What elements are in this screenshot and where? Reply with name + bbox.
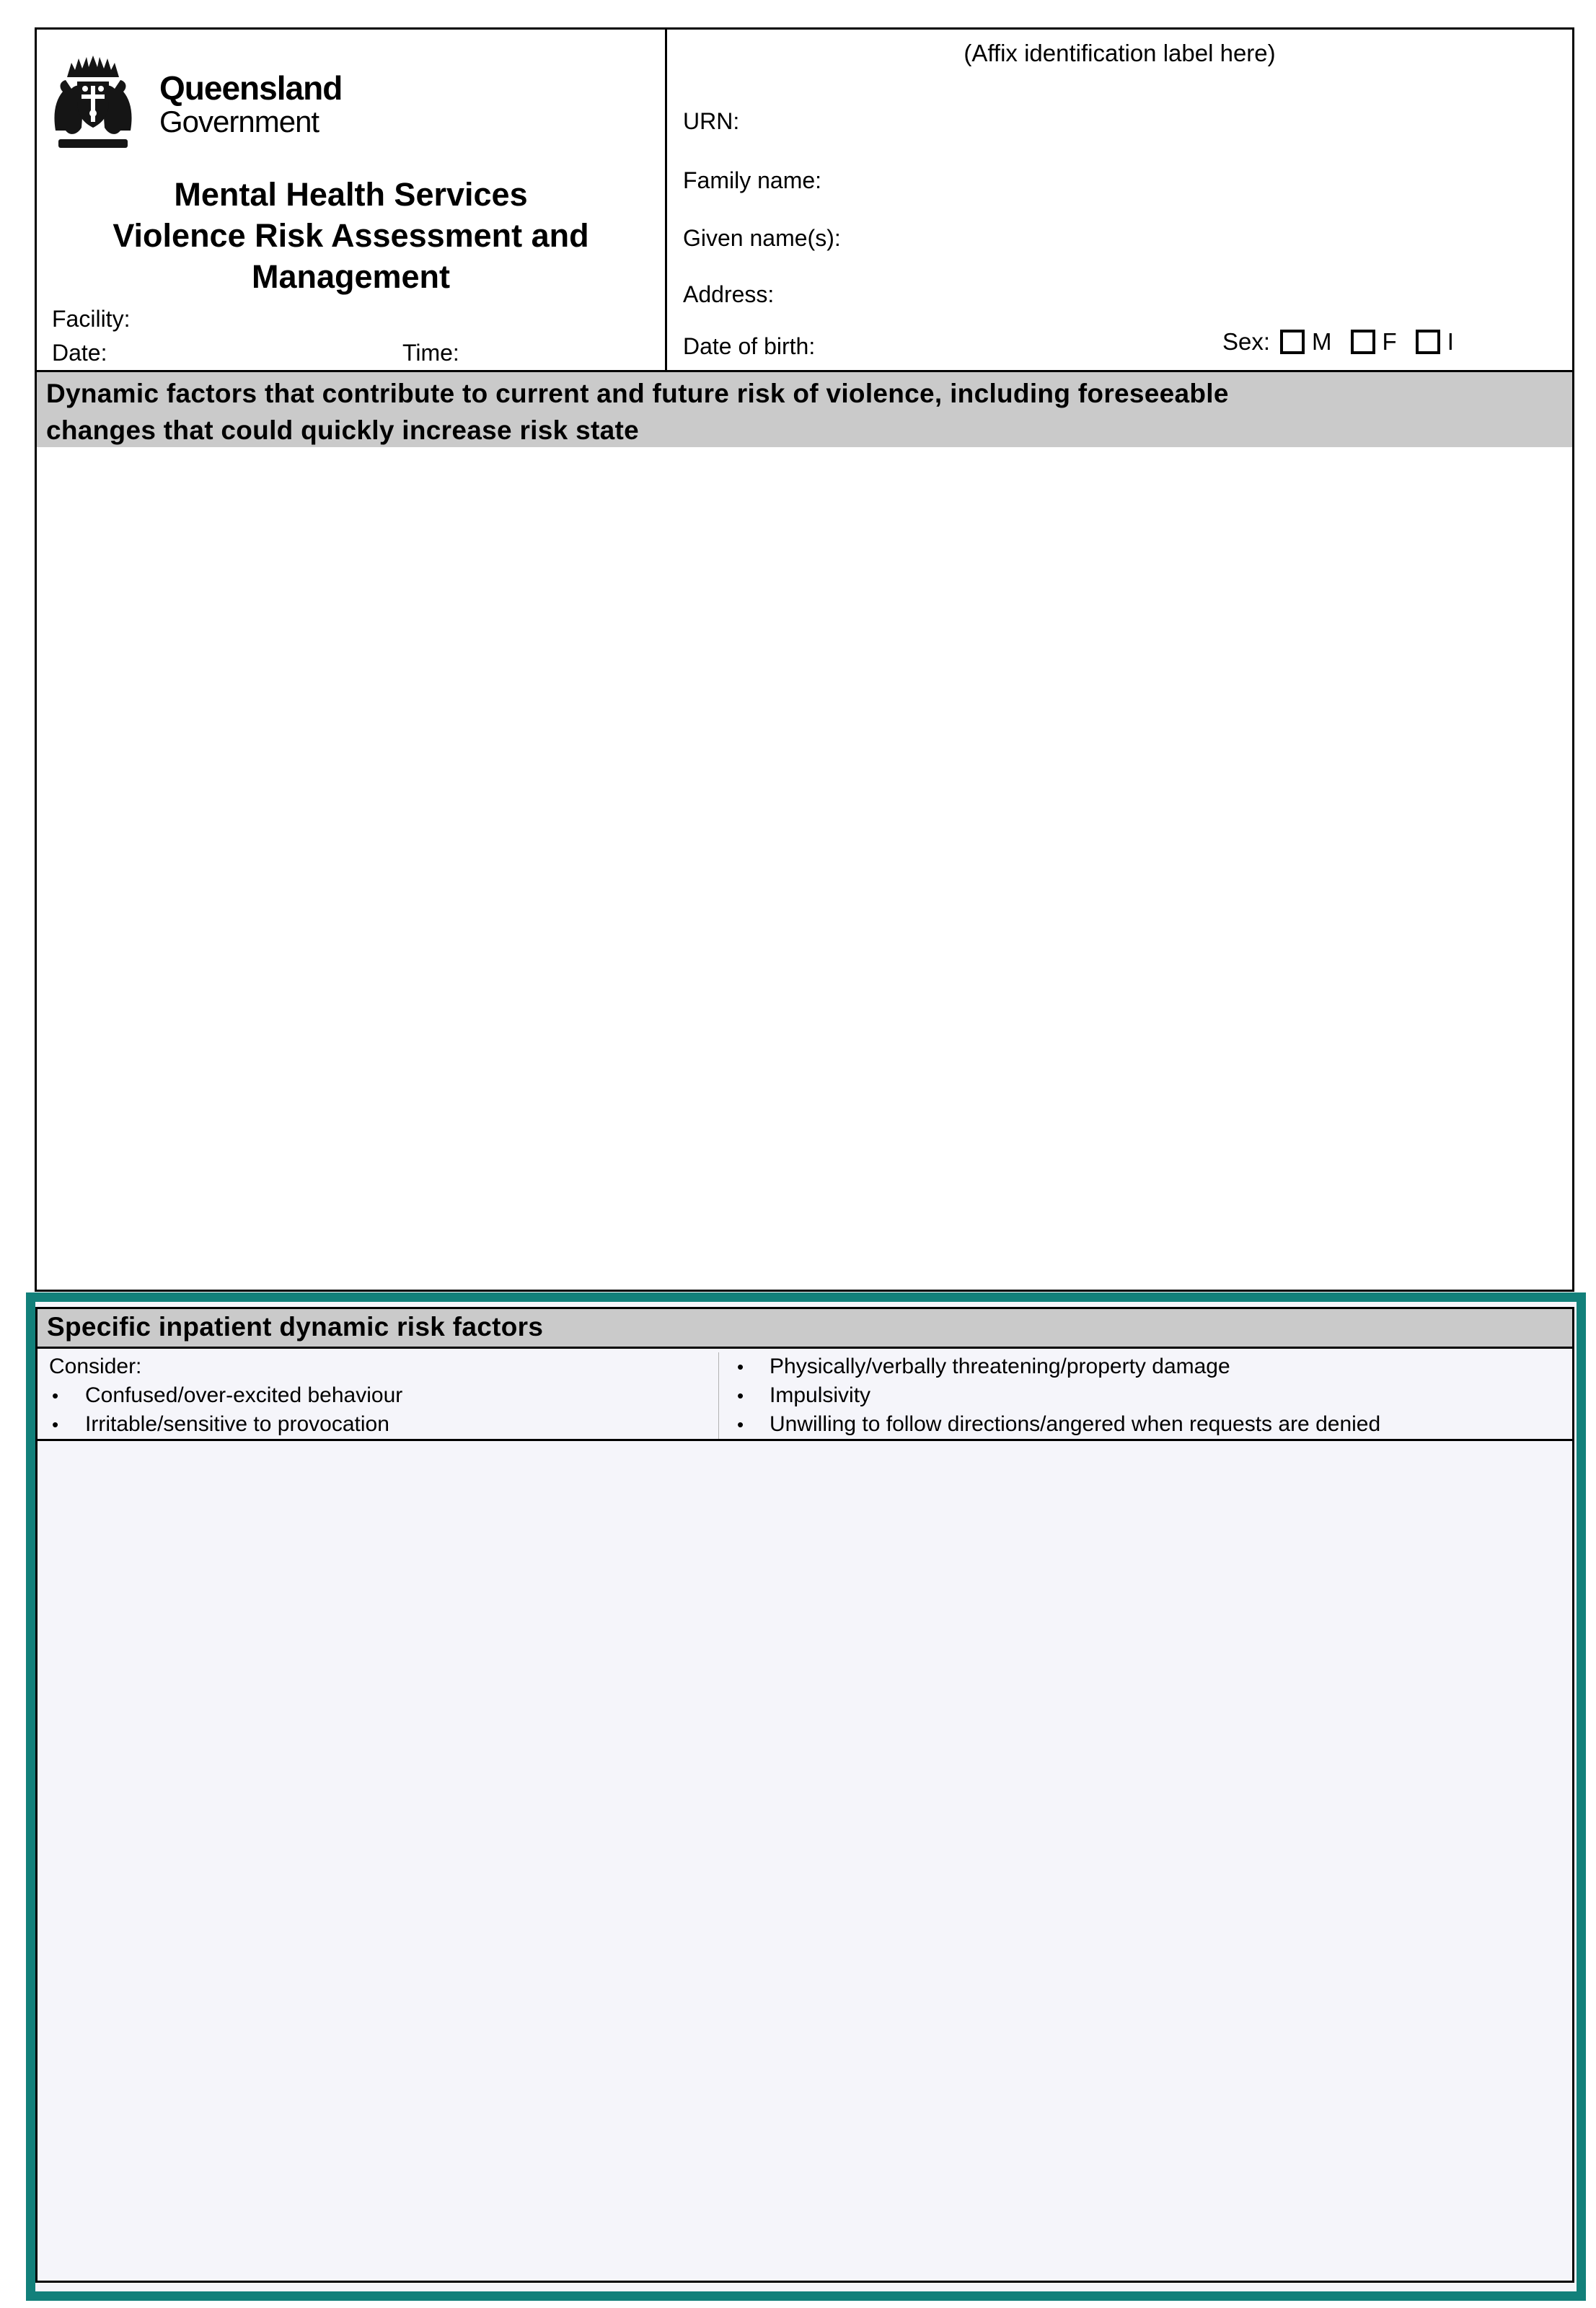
sex-option-label-intersex: I — [1447, 328, 1454, 355]
form-title-line-3: Management — [251, 258, 451, 295]
date-label: Date: — [52, 340, 107, 366]
sex-checkbox-intersex[interactable] — [1416, 330, 1440, 354]
specific-inpatient-section-header: Specific inpatient dynamic risk factors — [38, 1309, 1572, 1349]
logo-sub-name: Government — [159, 104, 319, 138]
family-name-label: Family name: — [683, 167, 822, 193]
sex-option-label-male: M — [1312, 328, 1332, 355]
specific-inpatient-table — [35, 1307, 1574, 2283]
affix-identification-note: (Affix identification label here) — [964, 40, 1276, 66]
consider-bullet-text: Physically/verbally threatening/property damage — [770, 1355, 1230, 1378]
logo-wordmark — [159, 53, 342, 138]
bullet-icon: • — [52, 1385, 59, 1406]
consider-bullet-text: Confused/over-excited behaviour — [85, 1383, 403, 1407]
form-header-block — [35, 27, 1574, 372]
consider-bullet-item — [719, 1410, 1572, 1439]
sex-checkbox-female[interactable] — [1351, 330, 1375, 354]
time-label: Time: — [402, 340, 459, 366]
logo-org-name: Queensland — [159, 69, 343, 107]
patient-identification-cell — [665, 30, 1572, 370]
bullet-icon: • — [737, 1356, 744, 1378]
sex-label: Sex: — [1222, 328, 1271, 355]
form-title — [37, 174, 665, 297]
bullet-icon: • — [52, 1414, 59, 1435]
form-title-line-2: Violence Risk Assessment and — [113, 217, 589, 254]
urn-label: URN: — [683, 108, 740, 134]
specific-inpatient-entry-area[interactable] — [38, 1441, 1572, 2281]
consider-bullet-text: Unwilling to follow directions/angered when requests are denied — [770, 1412, 1381, 1436]
consider-left-column — [38, 1352, 718, 1439]
consider-bullet-item — [719, 1352, 1572, 1381]
dynamic-factors-header-line-1: Dynamic factors that contribute to current and future risk of violence, including foreseeable — [46, 379, 1229, 408]
consider-bullet-item — [49, 1410, 718, 1439]
given-names-label: Given name(s): — [683, 225, 841, 251]
queensland-coat-of-arms-icon — [53, 53, 133, 153]
consider-bullet-item — [719, 1381, 1572, 1410]
sex-option-label-female: F — [1382, 328, 1397, 355]
bullet-icon: • — [737, 1385, 744, 1406]
dynamic-factors-header-line-2: changes that could quickly increase risk state — [46, 415, 639, 445]
consider-label: Consider: — [49, 1355, 142, 1378]
dynamic-factors-section-header — [35, 370, 1574, 449]
facility-label: Facility: — [52, 306, 131, 332]
bullet-icon: • — [737, 1414, 744, 1435]
queensland-government-logo — [53, 53, 342, 153]
form-title-line-1: Mental Health Services — [174, 176, 528, 213]
consider-right-column — [718, 1352, 1572, 1439]
consider-bullet-text: Irritable/sensitive to provocation — [85, 1412, 389, 1436]
date-of-birth-label: Date of birth: — [683, 333, 816, 359]
form-header-left-cell — [37, 30, 665, 370]
specific-inpatient-section-frame — [26, 1292, 1586, 2301]
address-label: Address: — [683, 281, 775, 307]
dynamic-factors-entry-area[interactable] — [35, 447, 1574, 1292]
sex-checkbox-male[interactable] — [1280, 330, 1305, 354]
sex-field-group — [1222, 328, 1454, 356]
consider-guidance-row — [38, 1349, 1572, 1441]
consider-bullet-text: Impulsivity — [770, 1383, 871, 1407]
consider-bullet-item — [49, 1381, 718, 1410]
